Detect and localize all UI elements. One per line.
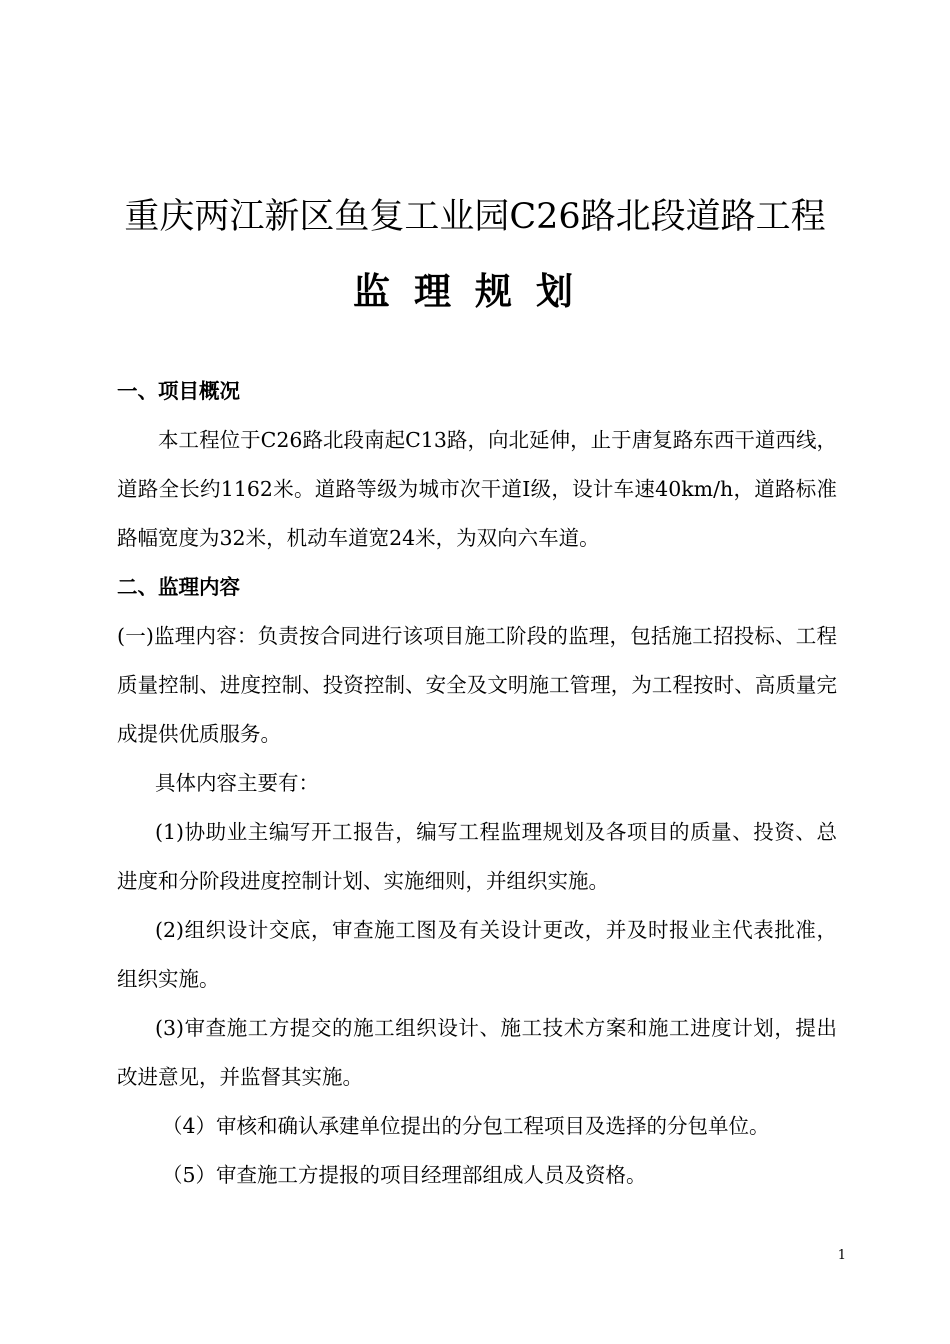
list-item: （4）审核和确认承建单位提出的分包工程项目及选择的分包单位。 [162,1114,770,1138]
paragraph: 具体内容主要有： [155,771,319,795]
document-title: 重庆两江新区鱼复工业园C26路北段道路工程 [124,197,826,237]
paragraph: 本工程位于C26路北段南起C13路，向北延伸，止于唐复路东西干道西线，道路全长约1162米。道路等级为城市次干道Ⅰ级，设计车速40km/h，道路标准路幅宽度为32米，机动车道宽24米，为双向六车道。 [117,428,837,550]
paragraph: (一)监理内容：负责按合同进行该项目施工阶段的监理，包括施工招投标、工程质量控制、进度控制、投资控制、安全及文明施工管理，为工程按时、高质量完成提供优质服务。 [117,624,837,746]
list-item: （5）审查施工方提报的项目经理部组成人员及资格。 [162,1163,647,1187]
list-item: (2)组织设计交底，审查施工图及有关设计更改，并及时报业主代表批准，组织实施。 [117,918,837,991]
document-subtitle: 监理规划 [353,269,597,313]
section-heading: 一、项目概况 [117,379,240,403]
list-item: (1)协助业主编写开工报告，编写工程监理规划及各项目的质量、投资、总进度和分阶段进度控制计划、实施细则，并组织实施。 [117,820,837,893]
section-heading: 二、监理内容 [117,575,240,599]
list-item: (3)审查施工方提交的施工组织设计、施工技术方案和施工进度计划，提出改进意见，并监督其实施。 [117,1016,837,1089]
document-body [117,367,837,1200]
page-number: 1 [837,1248,846,1263]
